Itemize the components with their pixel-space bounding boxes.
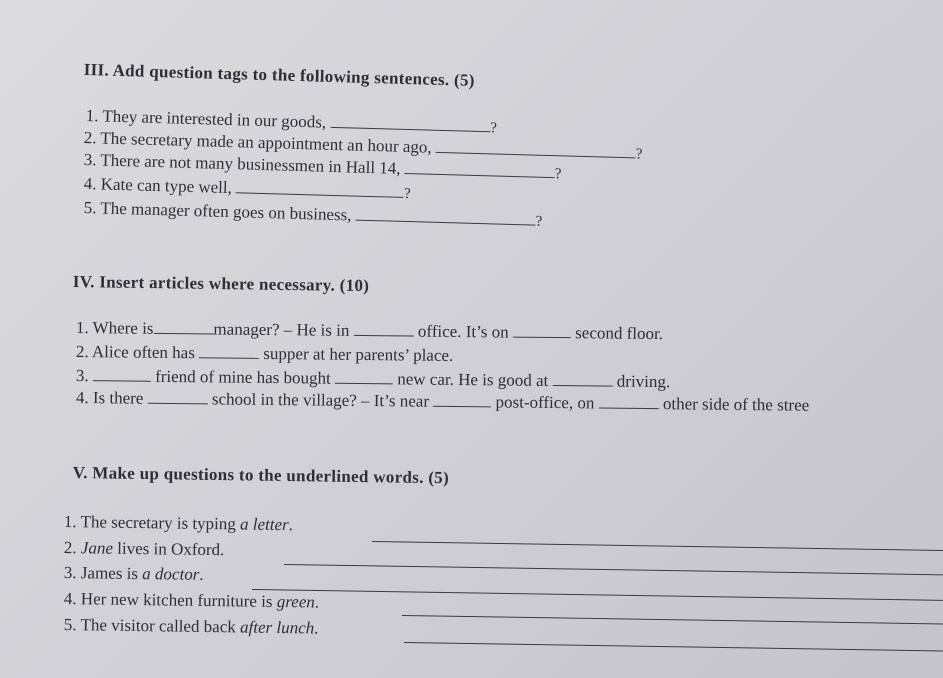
s4-item-1-text-a: 1. Where is <box>75 318 154 338</box>
s4-item-4-blank-3[interactable] <box>599 395 659 409</box>
s4-item-4 <box>76 388 810 416</box>
s3-item-4-blank[interactable] <box>236 180 404 198</box>
s3-item-3-blank[interactable] <box>405 161 555 178</box>
s4-item-1-blank-2[interactable] <box>354 323 414 337</box>
s5-item-1 <box>64 512 293 535</box>
s4-item-4-text-d: other side of the stree <box>662 394 810 415</box>
s4-item-2-text-a: 2. Alice often has <box>75 342 195 363</box>
s4-item-2-blank-1[interactable] <box>199 345 259 359</box>
s5-answer-line-3[interactable] <box>252 589 943 601</box>
section-3-title: III. Add question tags to the following sentences. (5) <box>83 60 476 90</box>
s4-item-4-blank-2[interactable] <box>433 394 491 408</box>
s5-item-1-text: 1. The secretary is typing <box>63 512 241 534</box>
s4-item-3-text-d: driving. <box>616 371 671 392</box>
s5-item-3-end: . <box>199 564 204 584</box>
s5-item-2-underlined: Jane <box>80 538 114 558</box>
s3-item-4-text: 4. Kate can type well, <box>83 174 233 198</box>
s3-item-1-blank[interactable] <box>330 115 490 132</box>
s3-item-5-text: 5. The manager often goes on business, <box>83 198 352 225</box>
s5-item-5 <box>64 615 319 639</box>
s4-item-3-text-a: 3. <box>75 366 89 386</box>
s5-item-4-underlined: green <box>276 591 315 612</box>
s3-item-3-qmark: ? <box>554 166 562 183</box>
s4-item-3-text-c: new car. He is good at <box>397 369 549 390</box>
s5-item-2-text: 2. <box>63 538 81 558</box>
s4-item-2-text-b: supper at her parents’ place. <box>263 343 454 365</box>
s5-item-1-underlined: a letter <box>239 514 289 535</box>
s4-item-3-blank-3[interactable] <box>553 373 613 387</box>
s3-item-1-text: 1. They are interested in our goods, <box>85 106 327 132</box>
s3-item-2-qmark: ? <box>635 146 643 163</box>
s5-item-4 <box>64 589 320 613</box>
s3-item-1-qmark: ? <box>490 120 498 137</box>
s5-item-4-text: 4. Her new kitchen furniture is <box>63 589 277 611</box>
s5-answer-line-5[interactable] <box>404 642 943 651</box>
s5-item-5-underlined: after lunch <box>239 617 315 638</box>
section-5-title: V. Make up questions to the underlined words. (5) <box>72 463 450 488</box>
s3-item-3-text: 3. There are not many businessmen in Hall 14, <box>83 150 401 178</box>
s3-item-5-blank[interactable] <box>356 208 536 226</box>
section-4-title: IV. Insert articles where necessary. (10) <box>72 272 370 296</box>
s4-item-4-text-b: school in the village? – It’s near <box>211 389 430 411</box>
s4-item-3-text-b: friend of mine has bought <box>155 366 331 388</box>
s5-answer-line-2[interactable] <box>284 564 943 575</box>
s4-item-3-blank-2[interactable] <box>335 371 393 385</box>
s5-item-5-end: . <box>314 618 319 638</box>
s3-item-5 <box>83 198 542 231</box>
s4-item-2 <box>76 342 454 366</box>
s4-item-1 <box>76 318 663 344</box>
s5-item-4-end: . <box>314 592 320 612</box>
s3-item-4-qmark: ? <box>403 185 411 203</box>
s4-item-4-text-a: 4. Is there <box>75 388 144 408</box>
s5-answer-line-1[interactable] <box>372 541 943 551</box>
s4-item-1-text-d: second floor. <box>575 323 664 344</box>
s5-item-2 <box>64 538 225 560</box>
s3-item-2-blank[interactable] <box>436 140 636 159</box>
s4-item-1-blank-1[interactable] <box>153 321 213 335</box>
s4-item-1-text-b: manager? – He is in <box>213 319 350 340</box>
s3-item-2-text: 2. The secretary made an appointment an hour ago, <box>83 128 432 157</box>
s4-item-3-blank-1[interactable] <box>93 368 151 382</box>
s5-answer-line-4[interactable] <box>402 615 943 624</box>
s3-item-5-qmark: ? <box>535 213 543 230</box>
s5-item-1-end: . <box>288 515 294 535</box>
s5-item-3-underlined: a doctor <box>142 564 200 584</box>
s4-item-4-text-c: post-office, on <box>495 392 595 413</box>
s5-item-3-text: 3. James is <box>63 563 143 584</box>
s4-item-1-blank-3[interactable] <box>513 325 571 339</box>
s4-item-1-text-c: office. It’s on <box>417 321 509 342</box>
s5-item-2-end: lives in Oxford. <box>112 538 225 560</box>
s4-item-4-blank-1[interactable] <box>148 391 208 405</box>
s5-item-5-text: 5. The visitor called back <box>63 615 241 637</box>
s5-item-3 <box>64 563 204 585</box>
